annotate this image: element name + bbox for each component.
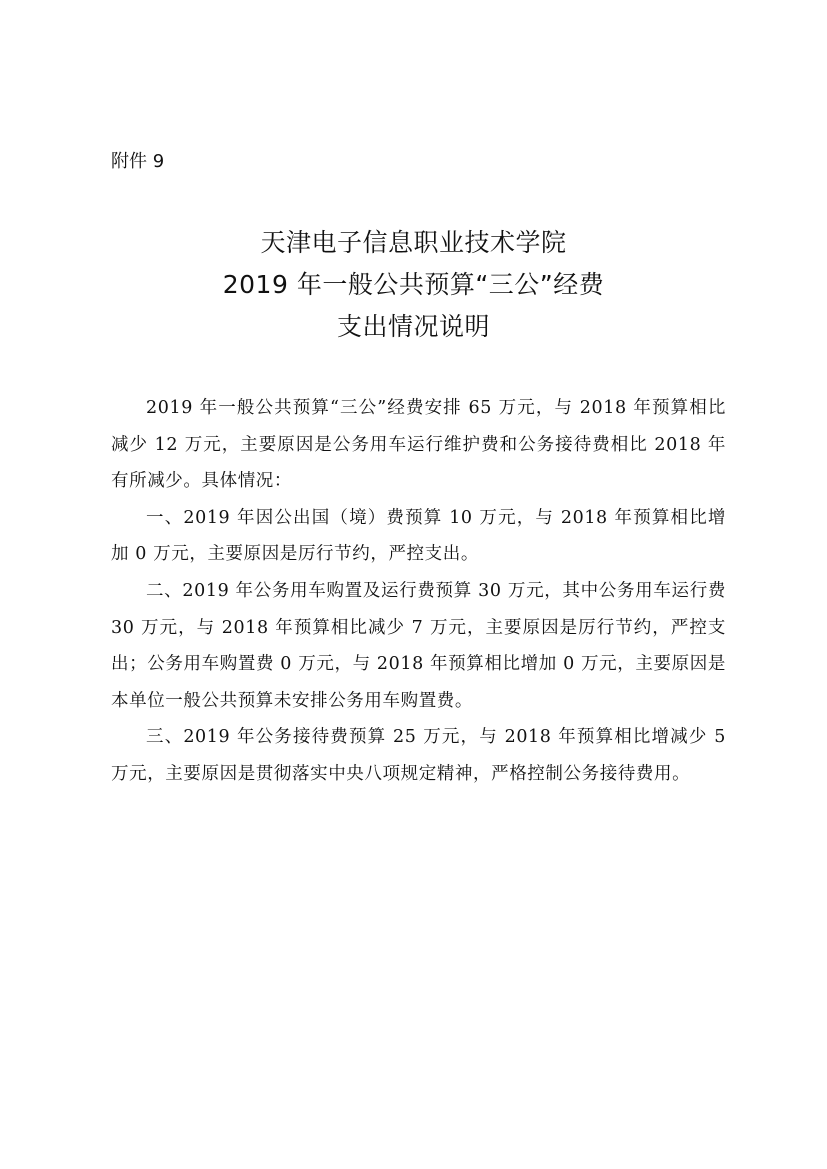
paragraph-overseas-travel: 一、2019 年因公出国（境）费预算 10 万元，与 2018 年预算相比增加 0 万元，主要原因是厉行节约，严控支出。 [111, 507, 726, 565]
attachment-label: 附件 9 [111, 151, 165, 172]
document-body [111, 390, 726, 793]
title-line-description: 支出情况说明 [336, 312, 490, 341]
paragraph-official-reception: 三、2019 年公务接待费预算 25 万元，与 2018 年预算相比增减少 5 万元，主要原因是贯彻落实中央八项规定精神，严格控制公务接待费用。 [111, 727, 726, 784]
paragraph-official-vehicles: 二、2019 年公务用车购置及运行费预算 30 万元，其中公务用车运行费 30 万元，与 2018 年预算相比减少 7 万元，主要原因是厉行节约，严控支出；公务用车购置费 0 万元，与 2018 年预算相比增加 0 万元，主要原因是本单位一般公共预算未安排公务用车购置费。 [111, 580, 726, 711]
title-line-institution: 天津电子信息职业技术学院 [260, 228, 567, 257]
document-title [90, 222, 737, 348]
paragraph-summary: 2019 年一般公共预算“三公”经费安排 65 万元，与 2018 年预算相比减少 12 万元，主要原因是公务用车运行维护费和公务接待费相比 2018 年有所减少。具体情况： [111, 398, 726, 492]
title-line-subject: 2019 年一般公共预算“三公”经费 [222, 270, 605, 299]
